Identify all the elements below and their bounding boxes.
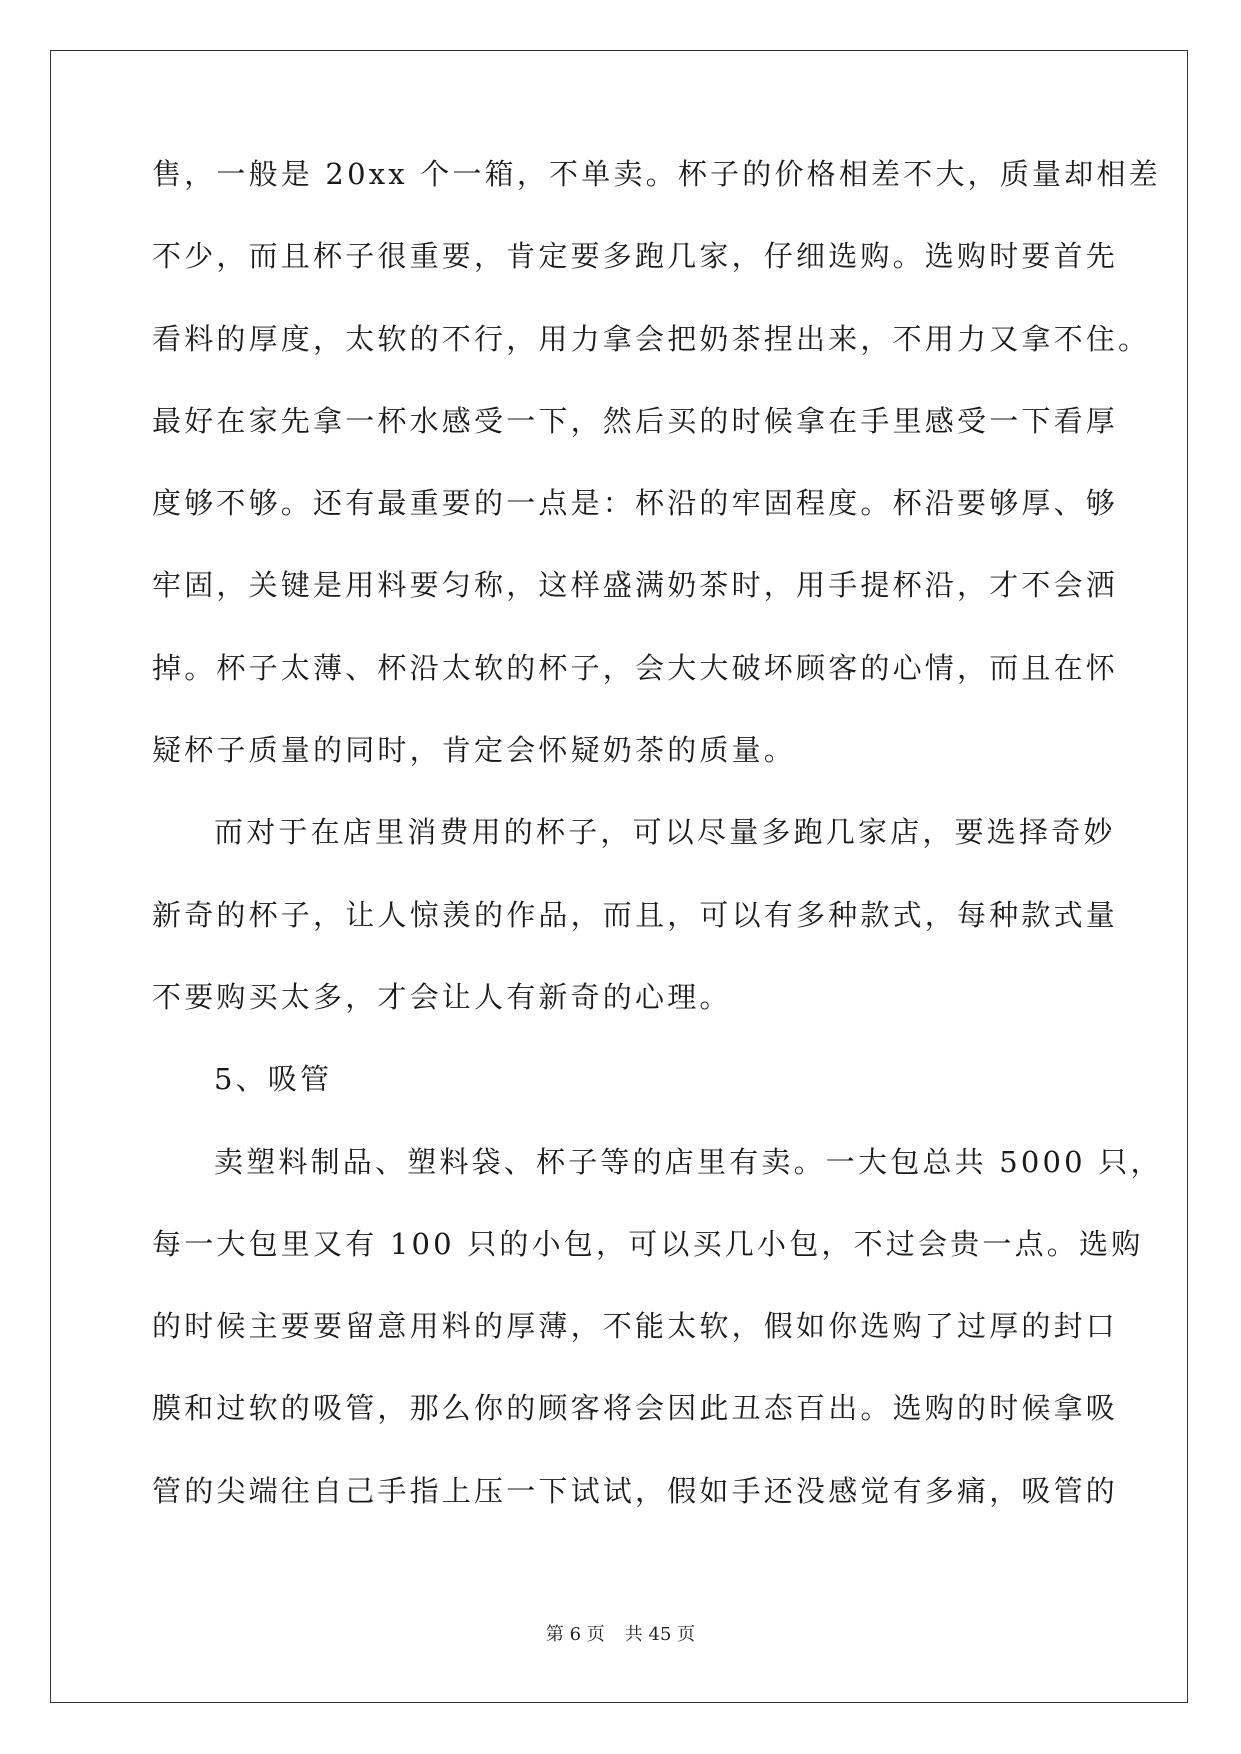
text-line-17: 管的尖端往自己手指上压一下试试，假如手还没感觉有多痛，吸管的 — [152, 1473, 1119, 1508]
text-line-16: 膜和过软的吸管，那么你的顾客将会因此丑态百出。选购的时候拿吸 — [152, 1391, 1119, 1426]
text-line-1: 售，一般是 20xx 个一箱，不单卖。杯子的价格相差不大，质量却相差 — [152, 157, 1161, 191]
text-line-10: 新奇的杯子，让人惊羡的作品，而且，可以有多种款式，每种款式量 — [152, 897, 1119, 932]
text-line-14: 每一大包里又有 100 只的小包，可以买几小包，不过会贵一点。选购 — [152, 1226, 1144, 1261]
text-line-8: 疑杯子质量的同时，肯定会怀疑奶茶的质量。 — [152, 733, 797, 768]
text-line-6: 牢固，关键是用料要匀称，这样盛满奶茶时，用手提杯沿，才不会洒 — [152, 568, 1119, 603]
text-line-11: 不要购买太多，才会让人有新奇的心理。 — [152, 979, 732, 1014]
text-line-4: 最好在家先拿一杯水感受一下，然后买的时候拿在手里感受一下看厚 — [152, 403, 1119, 438]
page-number-total: 共 45 页 — [624, 1624, 696, 1645]
text-line-5: 度够不够。还有最重要的一点是：杯沿的牢固程度。杯沿要够厚、够 — [152, 486, 1119, 521]
page-number-current: 第 6 页 — [545, 1624, 605, 1645]
text-line-7: 掉。杯子太薄、杯沿太软的杯子，会大大破坏顾客的心情，而且在怀 — [152, 650, 1119, 685]
section-heading-straw: 5、吸管 — [214, 1062, 333, 1097]
text-line-2: 不少，而且杯子很重要，肯定要多跑几家，仔细选购。选购时要首先 — [152, 239, 1119, 274]
text-line-3: 看料的厚度，太软的不行，用力拿会把奶茶捏出来，不用力又拿不住。 — [152, 321, 1151, 356]
document-body — [152, 157, 1163, 1559]
text-line-13: 卖塑料制品、塑料袋、杯子等的店里有卖。一大包总共 5000 只， — [214, 1144, 1163, 1179]
text-line-9: 而对于在店里消费用的杯子，可以尽量多跑几家店，要选择奇妙 — [214, 815, 1116, 850]
page-footer — [0, 1624, 1241, 1646]
text-line-15: 的时候主要要留意用料的厚薄，不能太软，假如你选购了过厚的封口 — [152, 1309, 1119, 1344]
